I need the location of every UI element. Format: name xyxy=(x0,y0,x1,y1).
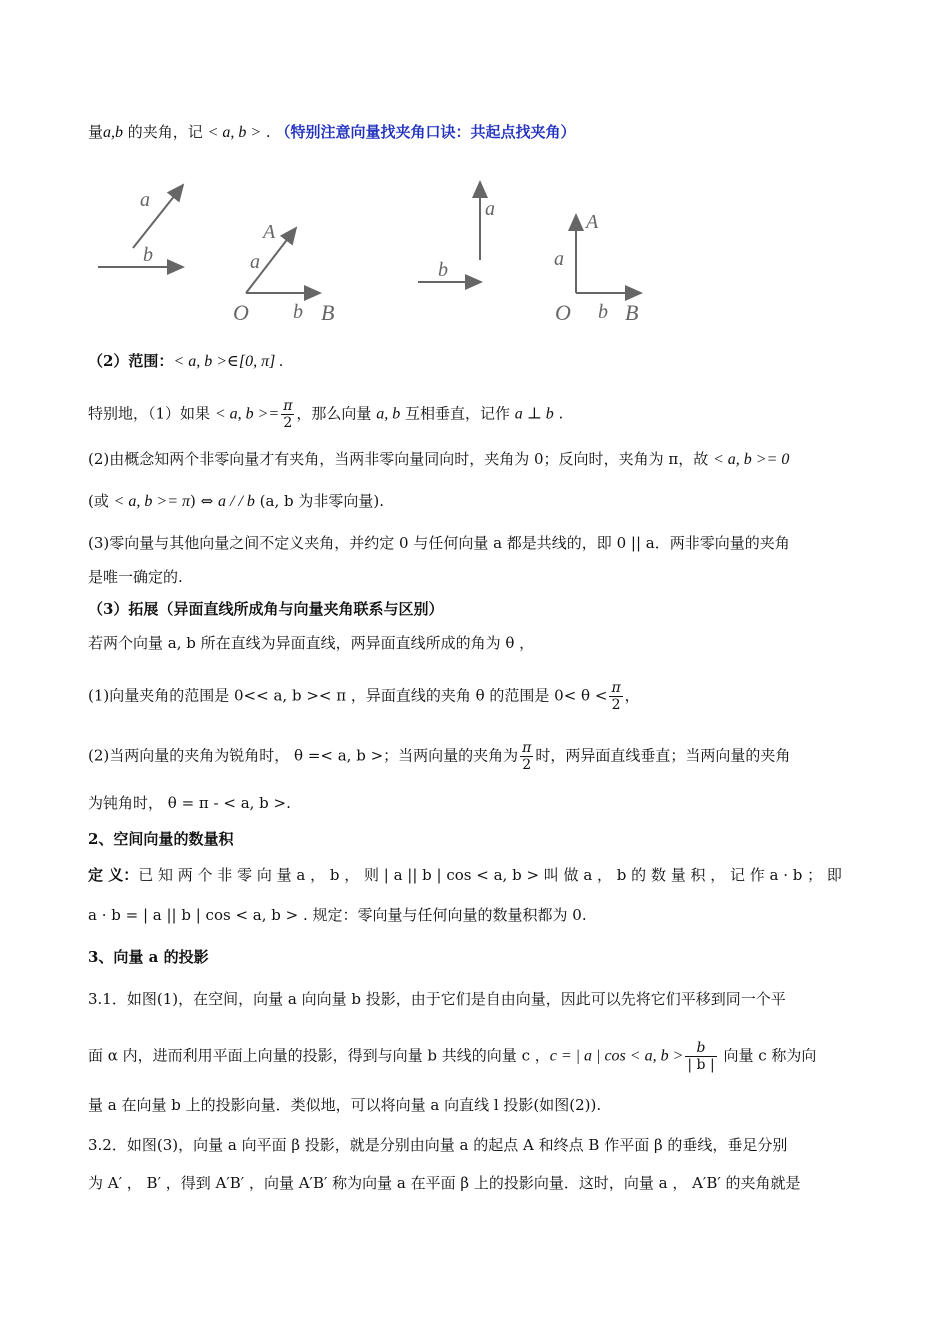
label-A: A xyxy=(263,221,276,243)
figure-2 xyxy=(233,221,334,325)
fraction-pi-2: $\frac{\pi}{2}$ xyxy=(522,740,532,773)
definition-line-2: a · b = | a || b | cos < a, b > . 规定：零向量与任何向量的数量积都为 0. xyxy=(88,906,587,924)
figure-4 xyxy=(554,211,641,325)
range-line xyxy=(88,350,283,373)
label-O: O xyxy=(233,300,249,325)
fraction-b-over-norm: $\frac{b}{| b |}$ xyxy=(687,1040,715,1073)
extension-3: (2)当两向量的夹角为锐角时， θ =< a, b >；当两向量的夹角为 $\frac{\pi}{2}$ 时，两异面直线垂直；当两向量的夹角 xyxy=(88,740,791,773)
extension-3b: 为钝角时， θ = π - < a, b >. xyxy=(88,794,291,812)
para-3-1b: 面 α 内，进而利用平面上向量的投影，得到与向量 b 共线的向量 c ，c = | a | cos < a, b > $\frac{b}{| b |}$ 向量 c 称为向 xyxy=(88,1040,817,1073)
extension-2: (1)向量夹角的范围是 0<< a, b >< π ，异面直线的夹角 θ 的范围是 0< θ < $\frac{\pi}{2}$ ， xyxy=(88,680,640,713)
special-3b: 是唯一确定的. xyxy=(88,568,183,586)
label-b: b xyxy=(598,301,608,323)
math-projection: c = | a | cos < a, b > xyxy=(549,1047,684,1065)
intro-line xyxy=(88,121,575,144)
label-b: b xyxy=(143,244,153,266)
section-3-title: 3、向量 a 的投影 xyxy=(88,948,209,966)
figure-3 xyxy=(418,182,495,282)
math-parallel: a / / b xyxy=(218,493,255,510)
math-expr: < a, b >= 0 xyxy=(712,451,790,468)
range-label: （2）范围： xyxy=(88,352,174,370)
label-a: a xyxy=(140,189,150,211)
special-3: (3)零向量与其他向量之间不定义夹角，并约定 0 与任何向量 a 都是共线的，即 0 || a．两非零向量的夹角 xyxy=(88,534,790,552)
math-perp: a ⊥ b xyxy=(514,405,554,423)
label-B: B xyxy=(321,300,335,325)
math-angle: < a, b >= xyxy=(214,405,280,423)
section-2-title: 2、空间向量的数量积 xyxy=(88,830,234,848)
special-2: (2)由概念知两个非零向量才有夹角，当两非零向量同向时，夹角为 0；反向时，夹角为 π，故 < a, b >= 0 xyxy=(88,450,790,468)
extension-1: 若两个向量 a, b 所在直线为异面直线，两异面直线所成的角为 θ ， xyxy=(88,634,535,652)
text: . xyxy=(261,123,276,141)
para-3-2b: 为 A′ ， B′ ，得到 A′B′ ，向量 A′B′ 称为向量 a 在平面 β 上的投影向量．这时，向量 a ， A′B′ 的夹角就是 xyxy=(88,1174,801,1192)
para-3-1: 3.1．如图(1)，在空间，向量 a 向向量 b 投影，由于它们是自由向量，因此可以先将它们平移到同一个平 xyxy=(88,990,786,1008)
fraction-pi-2: $\frac{\pi}{2}$ xyxy=(611,680,621,713)
math-ab: a,b xyxy=(103,124,124,141)
special-1: 特别地，（1）如果 < a, b >= $\frac{\pi}{2}$ ，那么向量 a, b 互相垂直，记作 a ⊥ b . xyxy=(88,398,564,431)
label-B: B xyxy=(625,300,639,325)
vector-angle-figure xyxy=(88,170,868,340)
label-a: a xyxy=(554,248,564,270)
special-2b: (或 < a, b >= π) ⇔ a / / b (a, b 为非零向量). xyxy=(88,492,384,510)
label-A: A xyxy=(586,211,599,233)
label-b: b xyxy=(293,301,303,323)
label-O: O xyxy=(555,300,571,325)
text: 量 xyxy=(88,123,104,141)
label-b: b xyxy=(438,259,448,281)
para-3-1c: 量 a 在向量 b 上的投影向量．类似地，可以将向量 a 向直线 l 投影(如图(2)). xyxy=(88,1096,602,1114)
math-range: < a, b >∈[0, π] . xyxy=(173,353,284,370)
highlight-note: （特别注意向量找夹角口诀：共起点找夹角） xyxy=(275,123,576,141)
label-a: a xyxy=(250,251,260,273)
para-3-2: 3.2．如图(3)，向量 a 向平面 β 投影，就是分别由向量 a 的起点 A 和终点 B 作平面 β 的垂线，垂足分别 xyxy=(88,1136,788,1154)
figure-1 xyxy=(98,185,183,267)
fraction-pi-2: $\frac{\pi}{2}$ xyxy=(283,398,293,431)
definition-line: 定 义：已 知 两 个 非 零 向 量 a ， b ， 则 | a || b | cos < a, b > 叫 做 a ， b 的 数 量 积 ， 记 作 a · b ； 即 xyxy=(88,866,842,884)
math-angle: < a, b > xyxy=(207,124,262,141)
label-a: a xyxy=(485,198,495,220)
text: 的夹角，记 xyxy=(123,123,208,141)
extension-title: （3）拓展（异面直线所成角与向量夹角联系与区别） xyxy=(88,600,444,618)
